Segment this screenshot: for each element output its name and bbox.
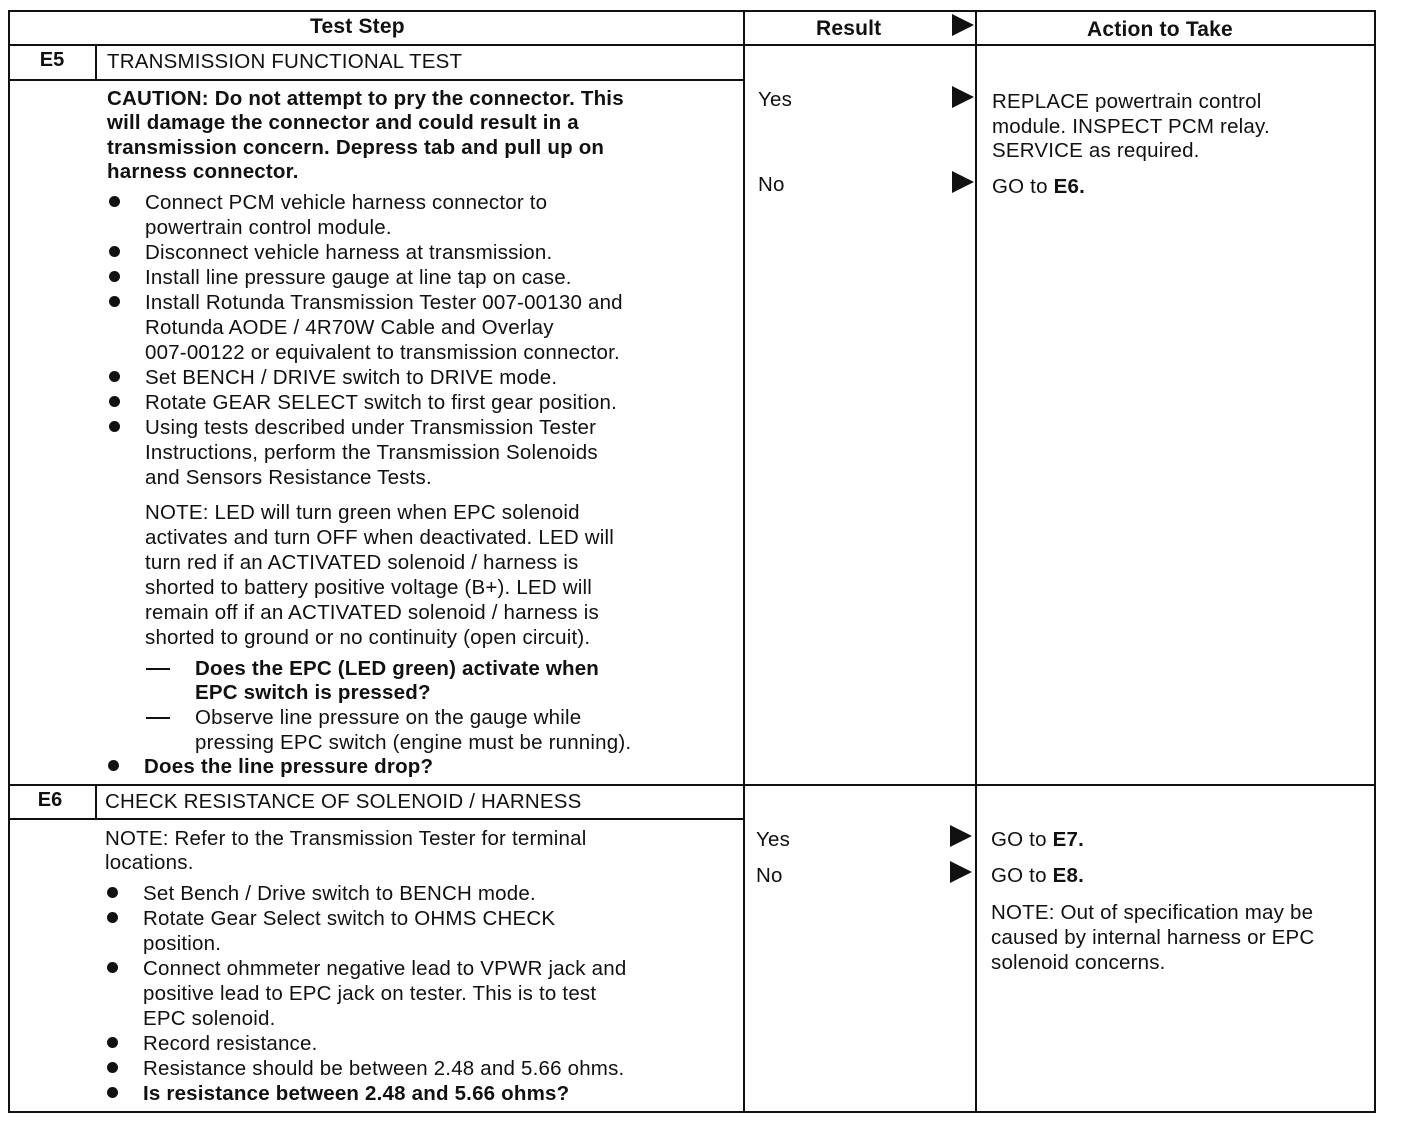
e6-step-id: E6 (37, 789, 63, 811)
list-item: and Sensors Resistance Tests. (145, 466, 432, 489)
e6-action-no: GO to E8. (991, 864, 1084, 887)
list-item: EPC solenoid. (143, 1007, 276, 1030)
e5-question-epc: Does the EPC (LED green) activate when (195, 657, 600, 680)
list-item: Set BENCH / DRIVE switch to DRIVE mode. (145, 366, 558, 389)
bullet-icon (109, 246, 120, 257)
arrow-icon (952, 86, 974, 108)
list-item: Rotate GEAR SELECT switch to first gear position. (145, 391, 618, 414)
bullet-icon (108, 760, 119, 771)
list-item: Connect ohmmeter negative lead to VPWR jack and (143, 957, 627, 980)
e6-result-no: No (756, 864, 783, 887)
e5-goto-link: E6. (1053, 175, 1085, 198)
bullet-icon (107, 887, 118, 898)
column-divider-action (975, 10, 977, 1113)
list-item: Record resistance. (143, 1032, 318, 1055)
e5-result-no: No (758, 173, 785, 196)
header-arrow-icon (952, 14, 974, 36)
e6-result-yes: Yes (756, 828, 791, 851)
header-test-step: Test Step (310, 15, 405, 38)
list-item: Resistance should be between 2.48 and 5.66 ohms. (143, 1057, 625, 1080)
bullet-icon (107, 912, 118, 923)
e5-title: TRANSMISSION FUNCTIONAL TEST (107, 50, 463, 73)
e5-e6-divider (8, 784, 1376, 786)
e5-observe: pressing EPC switch (engine must be running). (195, 731, 632, 754)
list-item: Set Bench / Drive switch to BENCH mode. (143, 882, 536, 905)
bullet-icon (109, 396, 120, 407)
header-result: Result (816, 17, 882, 40)
e5-id-divider (95, 44, 97, 80)
bullet-icon (109, 271, 120, 282)
e5-title-divider (8, 79, 744, 81)
list-item: 007-00122 or equivalent to transmission connector. (145, 341, 620, 364)
e6-goto-e7-link: E7. (1052, 828, 1084, 851)
e6-action-yes: GO to E7. (991, 828, 1084, 851)
list-item: positive lead to EPC jack on tester. This is to test (143, 982, 597, 1005)
dash-icon (146, 717, 170, 719)
bullet-icon (109, 196, 120, 207)
dash-icon (146, 668, 170, 670)
list-item: position. (143, 932, 222, 955)
bullet-icon (109, 371, 120, 382)
list-item: Rotate Gear Select switch to OHMS CHECK (143, 907, 556, 930)
column-divider-result (743, 10, 745, 1113)
e5-final-question: Does the line pressure drop? (144, 755, 434, 778)
e5-result-yes: Yes (758, 88, 793, 111)
list-item: Instructions, perform the Transmission Solenoids (145, 441, 598, 464)
header-divider (8, 44, 1376, 46)
e6-goto-e8-link: E8. (1052, 864, 1084, 887)
bullet-icon (109, 421, 120, 432)
list-item: Install Rotunda Transmission Tester 007-00130 and (145, 291, 623, 314)
e6-id-divider (95, 785, 97, 819)
header-action: Action to Take (1087, 18, 1233, 41)
arrow-icon (952, 171, 974, 193)
e6-title-divider (8, 818, 744, 820)
e5-action-no: GO to E6. (992, 175, 1085, 198)
bullet-icon (107, 962, 118, 973)
e6-final-question: Is resistance between 2.48 and 5.66 ohms? (143, 1082, 570, 1105)
arrow-icon (950, 825, 972, 847)
bullet-icon (107, 1037, 118, 1048)
list-item: Rotunda AODE / 4R70W Cable and Overlay (145, 316, 554, 339)
list-item: Install line pressure gauge at line tap on case. (145, 266, 572, 289)
bullet-icon (107, 1062, 118, 1073)
e5-observe: Observe line pressure on the gauge while (195, 706, 582, 729)
e5-question-epc: EPC switch is pressed? (195, 681, 431, 704)
e5-step-id: E5 (39, 49, 65, 71)
bullet-icon (107, 1087, 118, 1098)
e6-title: CHECK RESISTANCE OF SOLENOID / HARNESS (105, 790, 582, 813)
arrow-icon (950, 861, 972, 883)
list-item: Disconnect vehicle harness at transmission. (145, 241, 553, 264)
list-item: powertrain control module. (145, 216, 392, 239)
list-item: Connect PCM vehicle harness connector to (145, 191, 548, 214)
bullet-icon (109, 296, 120, 307)
list-item: Using tests described under Transmission Tester (145, 416, 597, 439)
